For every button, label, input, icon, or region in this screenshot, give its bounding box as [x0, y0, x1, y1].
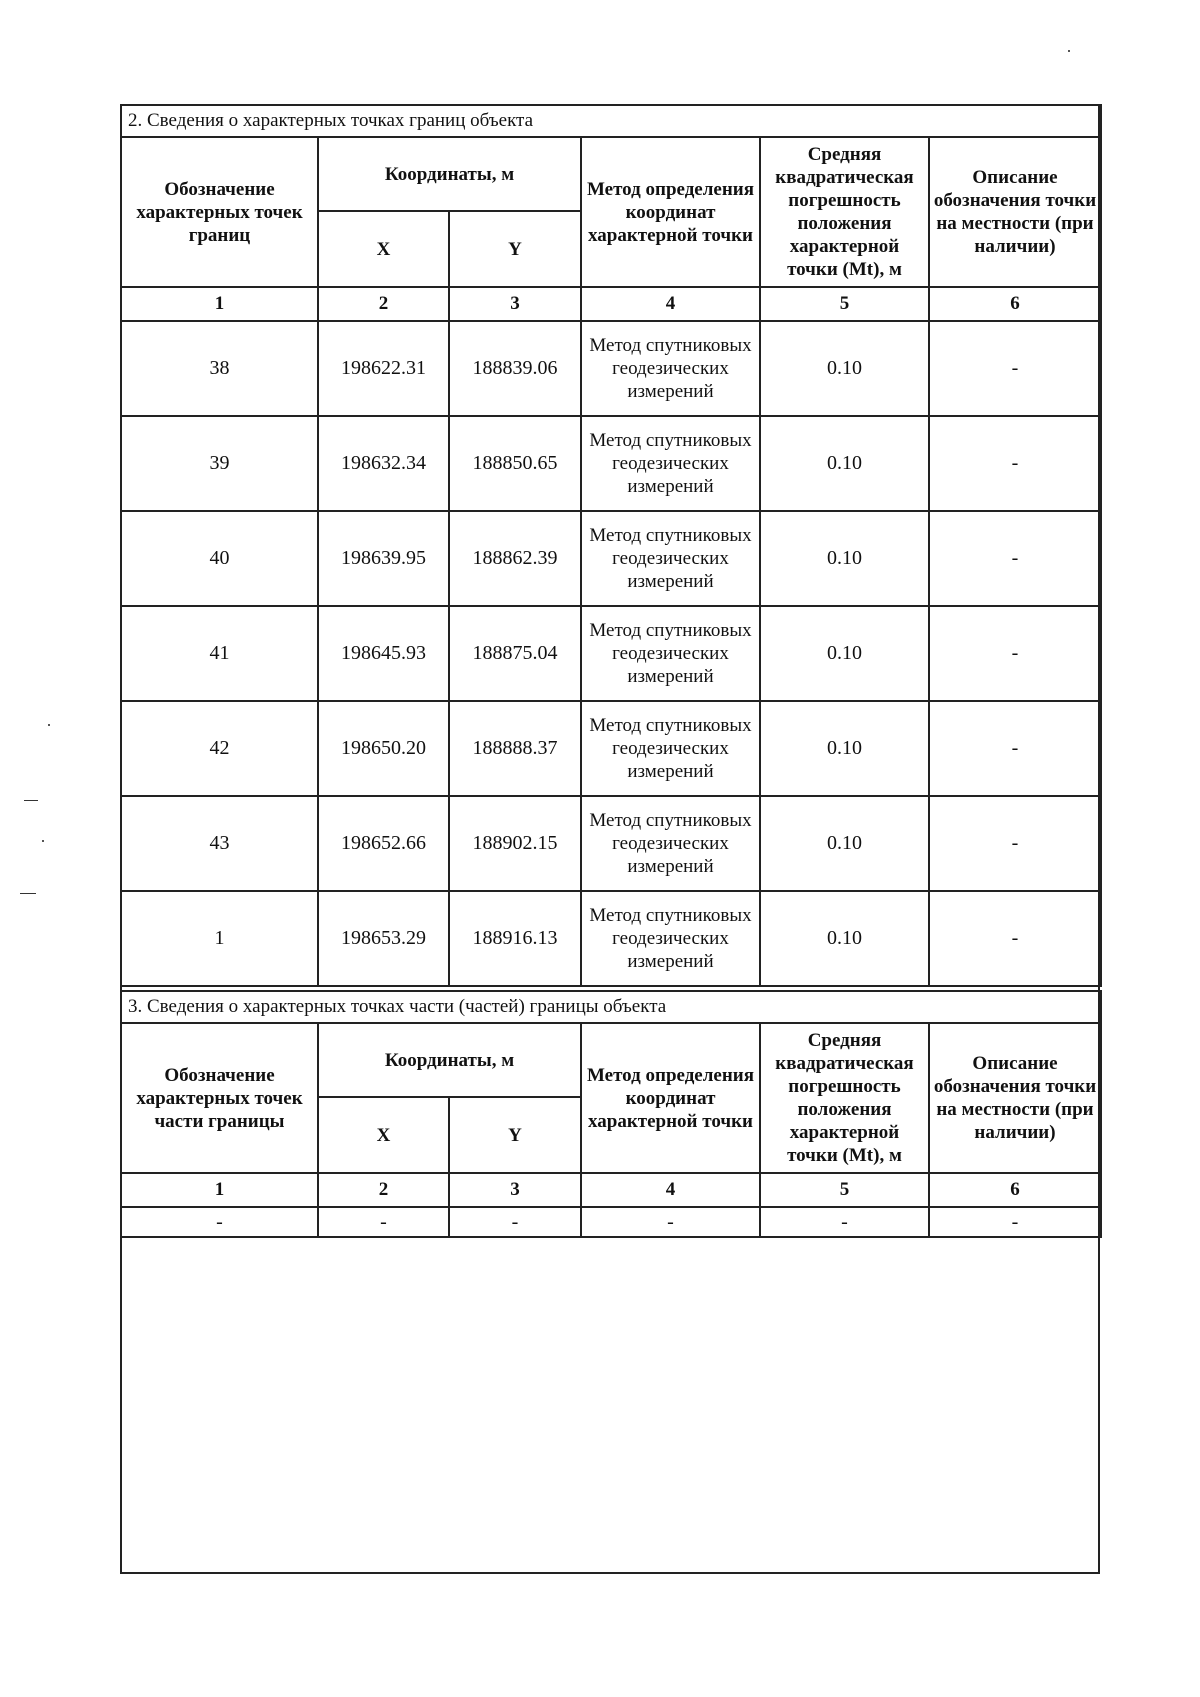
header-y: Y — [449, 1097, 581, 1173]
table-row — [121, 321, 1101, 416]
coord-x: 198652.66 — [318, 796, 449, 891]
header-mean-error: Средняя квадратическая погрешность положения характерной точки (Mt), м — [760, 137, 929, 287]
point-designation: 40 — [121, 511, 318, 606]
coord-x: 198639.95 — [318, 511, 449, 606]
coord-x: 198645.93 — [318, 606, 449, 701]
method: - — [581, 1207, 760, 1237]
column-number: 5 — [760, 1173, 929, 1207]
method: Метод спутниковых геодезических измерений — [581, 416, 760, 511]
header-description: Описание обозначения точки на местности (при наличии) — [929, 137, 1101, 287]
table-row — [121, 416, 1101, 511]
scan-speck — [48, 724, 50, 726]
table-row — [121, 891, 1101, 986]
column-number: 1 — [121, 287, 318, 321]
column-number: 2 — [318, 287, 449, 321]
mean-error: 0.10 — [760, 891, 929, 986]
coord-x: 198650.20 — [318, 701, 449, 796]
table-row — [121, 606, 1101, 701]
point-designation: - — [121, 1207, 318, 1237]
header-mean-error: Средняя квадратическая погрешность положения характерной точки (Mt), м — [760, 1023, 929, 1173]
mean-error: 0.10 — [760, 321, 929, 416]
description: - — [929, 511, 1101, 606]
table-row — [121, 701, 1101, 796]
method: Метод спутниковых геодезических измерений — [581, 511, 760, 606]
description: - — [929, 606, 1101, 701]
point-designation: 43 — [121, 796, 318, 891]
column-number: 5 — [760, 287, 929, 321]
table-row — [121, 1207, 1101, 1237]
method: Метод спутниковых геодезических измерений — [581, 891, 760, 986]
column-number: 6 — [929, 1173, 1101, 1207]
scan-mark — [24, 800, 38, 801]
method: Метод спутниковых геодезических измерений — [581, 701, 760, 796]
point-designation: 1 — [121, 891, 318, 986]
coord-y: - — [449, 1207, 581, 1237]
table-row — [121, 511, 1101, 606]
header-x: X — [318, 1097, 449, 1173]
scan-mark — [20, 893, 36, 894]
scan-speck — [1068, 50, 1070, 52]
scan-speck — [42, 840, 44, 842]
column-number: 3 — [449, 1173, 581, 1207]
point-designation: 39 — [121, 416, 318, 511]
description: - — [929, 796, 1101, 891]
header-designation: Обозначение характерных точек границ — [121, 137, 318, 287]
section-2-title: 2. Сведения о характерных точках границ объекта — [121, 105, 1101, 137]
point-designation: 41 — [121, 606, 318, 701]
header-x: X — [318, 211, 449, 287]
header-coordinates: Координаты, м — [318, 137, 581, 211]
description: - — [929, 891, 1101, 986]
part-boundary-points-table — [120, 990, 1102, 1238]
column-number: 2 — [318, 1173, 449, 1207]
header-coordinates: Координаты, м — [318, 1023, 581, 1097]
coord-x: - — [318, 1207, 449, 1237]
method: Метод спутниковых геодезических измерений — [581, 321, 760, 416]
header-designation: Обозначение характерных точек части границы — [121, 1023, 318, 1173]
mean-error: - — [760, 1207, 929, 1237]
coord-y: 188862.39 — [449, 511, 581, 606]
coord-x: 198622.31 — [318, 321, 449, 416]
coord-y: 188902.15 — [449, 796, 581, 891]
column-number: 6 — [929, 287, 1101, 321]
coord-x: 198632.34 — [318, 416, 449, 511]
coord-y: 188875.04 — [449, 606, 581, 701]
description: - — [929, 1207, 1101, 1237]
table-row — [121, 796, 1101, 891]
section-3-title: 3. Сведения о характерных точках части (частей) границы объекта — [121, 991, 1101, 1023]
coord-x: 198653.29 — [318, 891, 449, 986]
mean-error: 0.10 — [760, 511, 929, 606]
description: - — [929, 321, 1101, 416]
mean-error: 0.10 — [760, 606, 929, 701]
column-number: 3 — [449, 287, 581, 321]
description: - — [929, 416, 1101, 511]
header-method: Метод определения координат характерной точки — [581, 137, 760, 287]
point-designation: 42 — [121, 701, 318, 796]
point-designation: 38 — [121, 321, 318, 416]
column-number: 4 — [581, 287, 760, 321]
description: - — [929, 701, 1101, 796]
header-method: Метод определения координат характерной точки — [581, 1023, 760, 1173]
mean-error: 0.10 — [760, 701, 929, 796]
method: Метод спутниковых геодезических измерений — [581, 606, 760, 701]
boundary-points-table — [120, 104, 1102, 987]
coord-y: 188888.37 — [449, 701, 581, 796]
column-number: 1 — [121, 1173, 318, 1207]
method: Метод спутниковых геодезических измерений — [581, 796, 760, 891]
mean-error: 0.10 — [760, 416, 929, 511]
mean-error: 0.10 — [760, 796, 929, 891]
coord-y: 188850.65 — [449, 416, 581, 511]
coord-y: 188839.06 — [449, 321, 581, 416]
header-y: Y — [449, 211, 581, 287]
header-description: Описание обозначения точки на местности (при наличии) — [929, 1023, 1101, 1173]
coord-y: 188916.13 — [449, 891, 581, 986]
column-number: 4 — [581, 1173, 760, 1207]
